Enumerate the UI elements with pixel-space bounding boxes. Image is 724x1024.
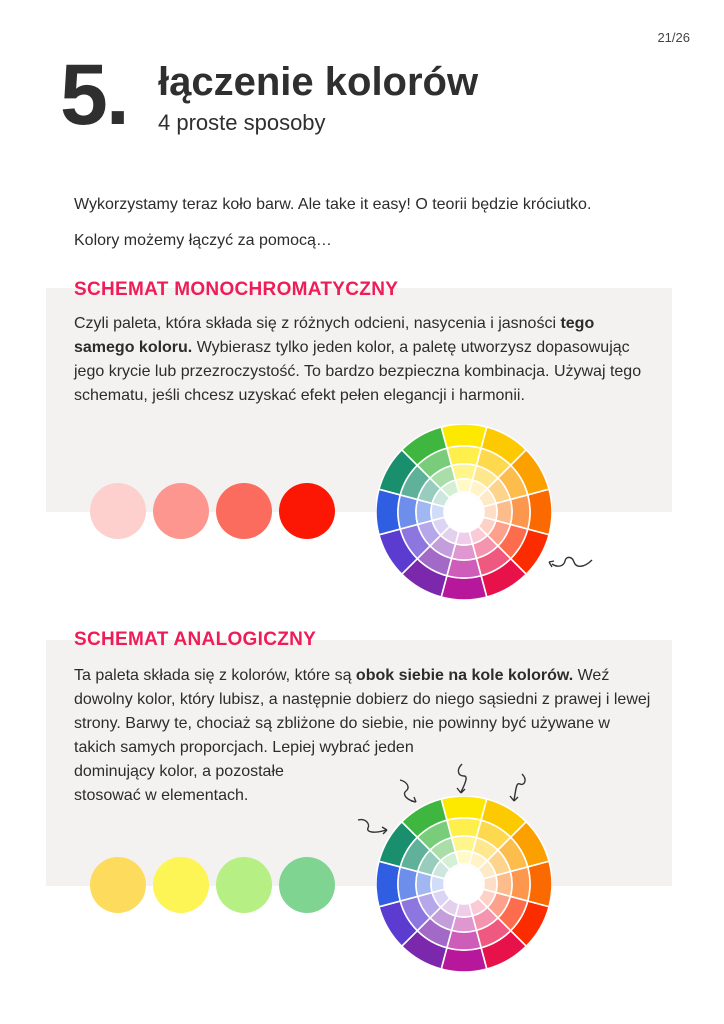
text-part: Czyli paleta, która składa się z różnych odcieni, nasycenia i jasności [74,315,561,332]
page-subtitle: 4 proste sposoby [158,110,326,135]
color-wheel-segment [376,489,400,535]
color-wheel-segment [510,495,530,529]
color-wheel-segment [528,861,552,907]
curly-arrow-icon [506,772,530,804]
color-wheel-icon [376,796,552,972]
section-text-monochromatic [74,312,654,408]
text-part: Wybierasz tylko jeden kolor, a paletę utworzysz dopasowując jego krycie lub przezroczystość. To bardzo bezpieczna kombinacja. Używaj tego schematu, jeśli chcesz uzyskać efekt pełen elegancji i harmonii. [74,339,642,404]
color-swatch [279,483,335,539]
color-wheel-segment [447,818,481,838]
color-wheel-segment [441,948,487,972]
color-swatch [153,483,209,539]
curly-arrow-icon [546,548,594,572]
curly-arrow-icon [356,816,390,838]
color-swatch [216,483,272,539]
intro-line-2: Kolory możemy łączyć za pomocą… [74,232,332,249]
color-wheel-segment [528,489,552,535]
color-wheel-segment [441,576,487,600]
section-heading-monochromatic: SCHEMAT MONOCHROMATYCZNY [74,279,399,300]
color-swatch [90,857,146,913]
text-part: Weź dowolny kolor, który lubisz, a następnie dobierz do niego sąsiedni z prawej i lewej strony. Barwy te, chociaż są zbliżone do siebie, nie powinny być używane w takich samych proporcjach. Lepiej wybrać jeden [74,667,651,756]
text-part: dominujący kolor, a pozostałe [74,763,284,780]
color-swatch [90,483,146,539]
curly-arrow-icon [450,762,472,796]
intro-line-1: Wykorzystamy teraz koło barw. Ale take it easy! O teorii będzie króciutko. [74,196,592,213]
section-text-analogous [74,664,656,808]
color-swatch [216,857,272,913]
text-bold: tego samego koloru. [74,315,595,356]
curly-arrow-icon [398,778,422,806]
section-heading-analogous: SCHEMAT ANALOGICZNY [74,629,317,650]
text-part: Ta paleta składa się z kolorów, które są [74,667,356,684]
color-swatch [279,857,335,913]
color-wheel-icon [376,424,552,600]
color-wheel-segment [447,930,481,950]
color-wheel-segment [398,495,418,529]
page-number: 21/26 [657,30,690,45]
color-swatch [153,857,209,913]
color-wheel-segment [447,558,481,578]
color-wheel-segment [441,796,487,820]
text-part: stosować w elementach. [74,787,249,804]
color-wheel-center [445,865,483,903]
color-wheel-segment [441,424,487,448]
section-number: 5. [60,47,128,143]
color-wheel-segment [398,867,418,901]
color-wheel-segment [376,861,400,907]
text-bold: obok siebie na kole kolorów. [355,667,574,684]
color-wheel-segment [447,446,481,466]
color-wheel-center [445,493,483,531]
page-title: łączenie kolorów [158,60,479,104]
color-wheel-segment [510,867,530,901]
